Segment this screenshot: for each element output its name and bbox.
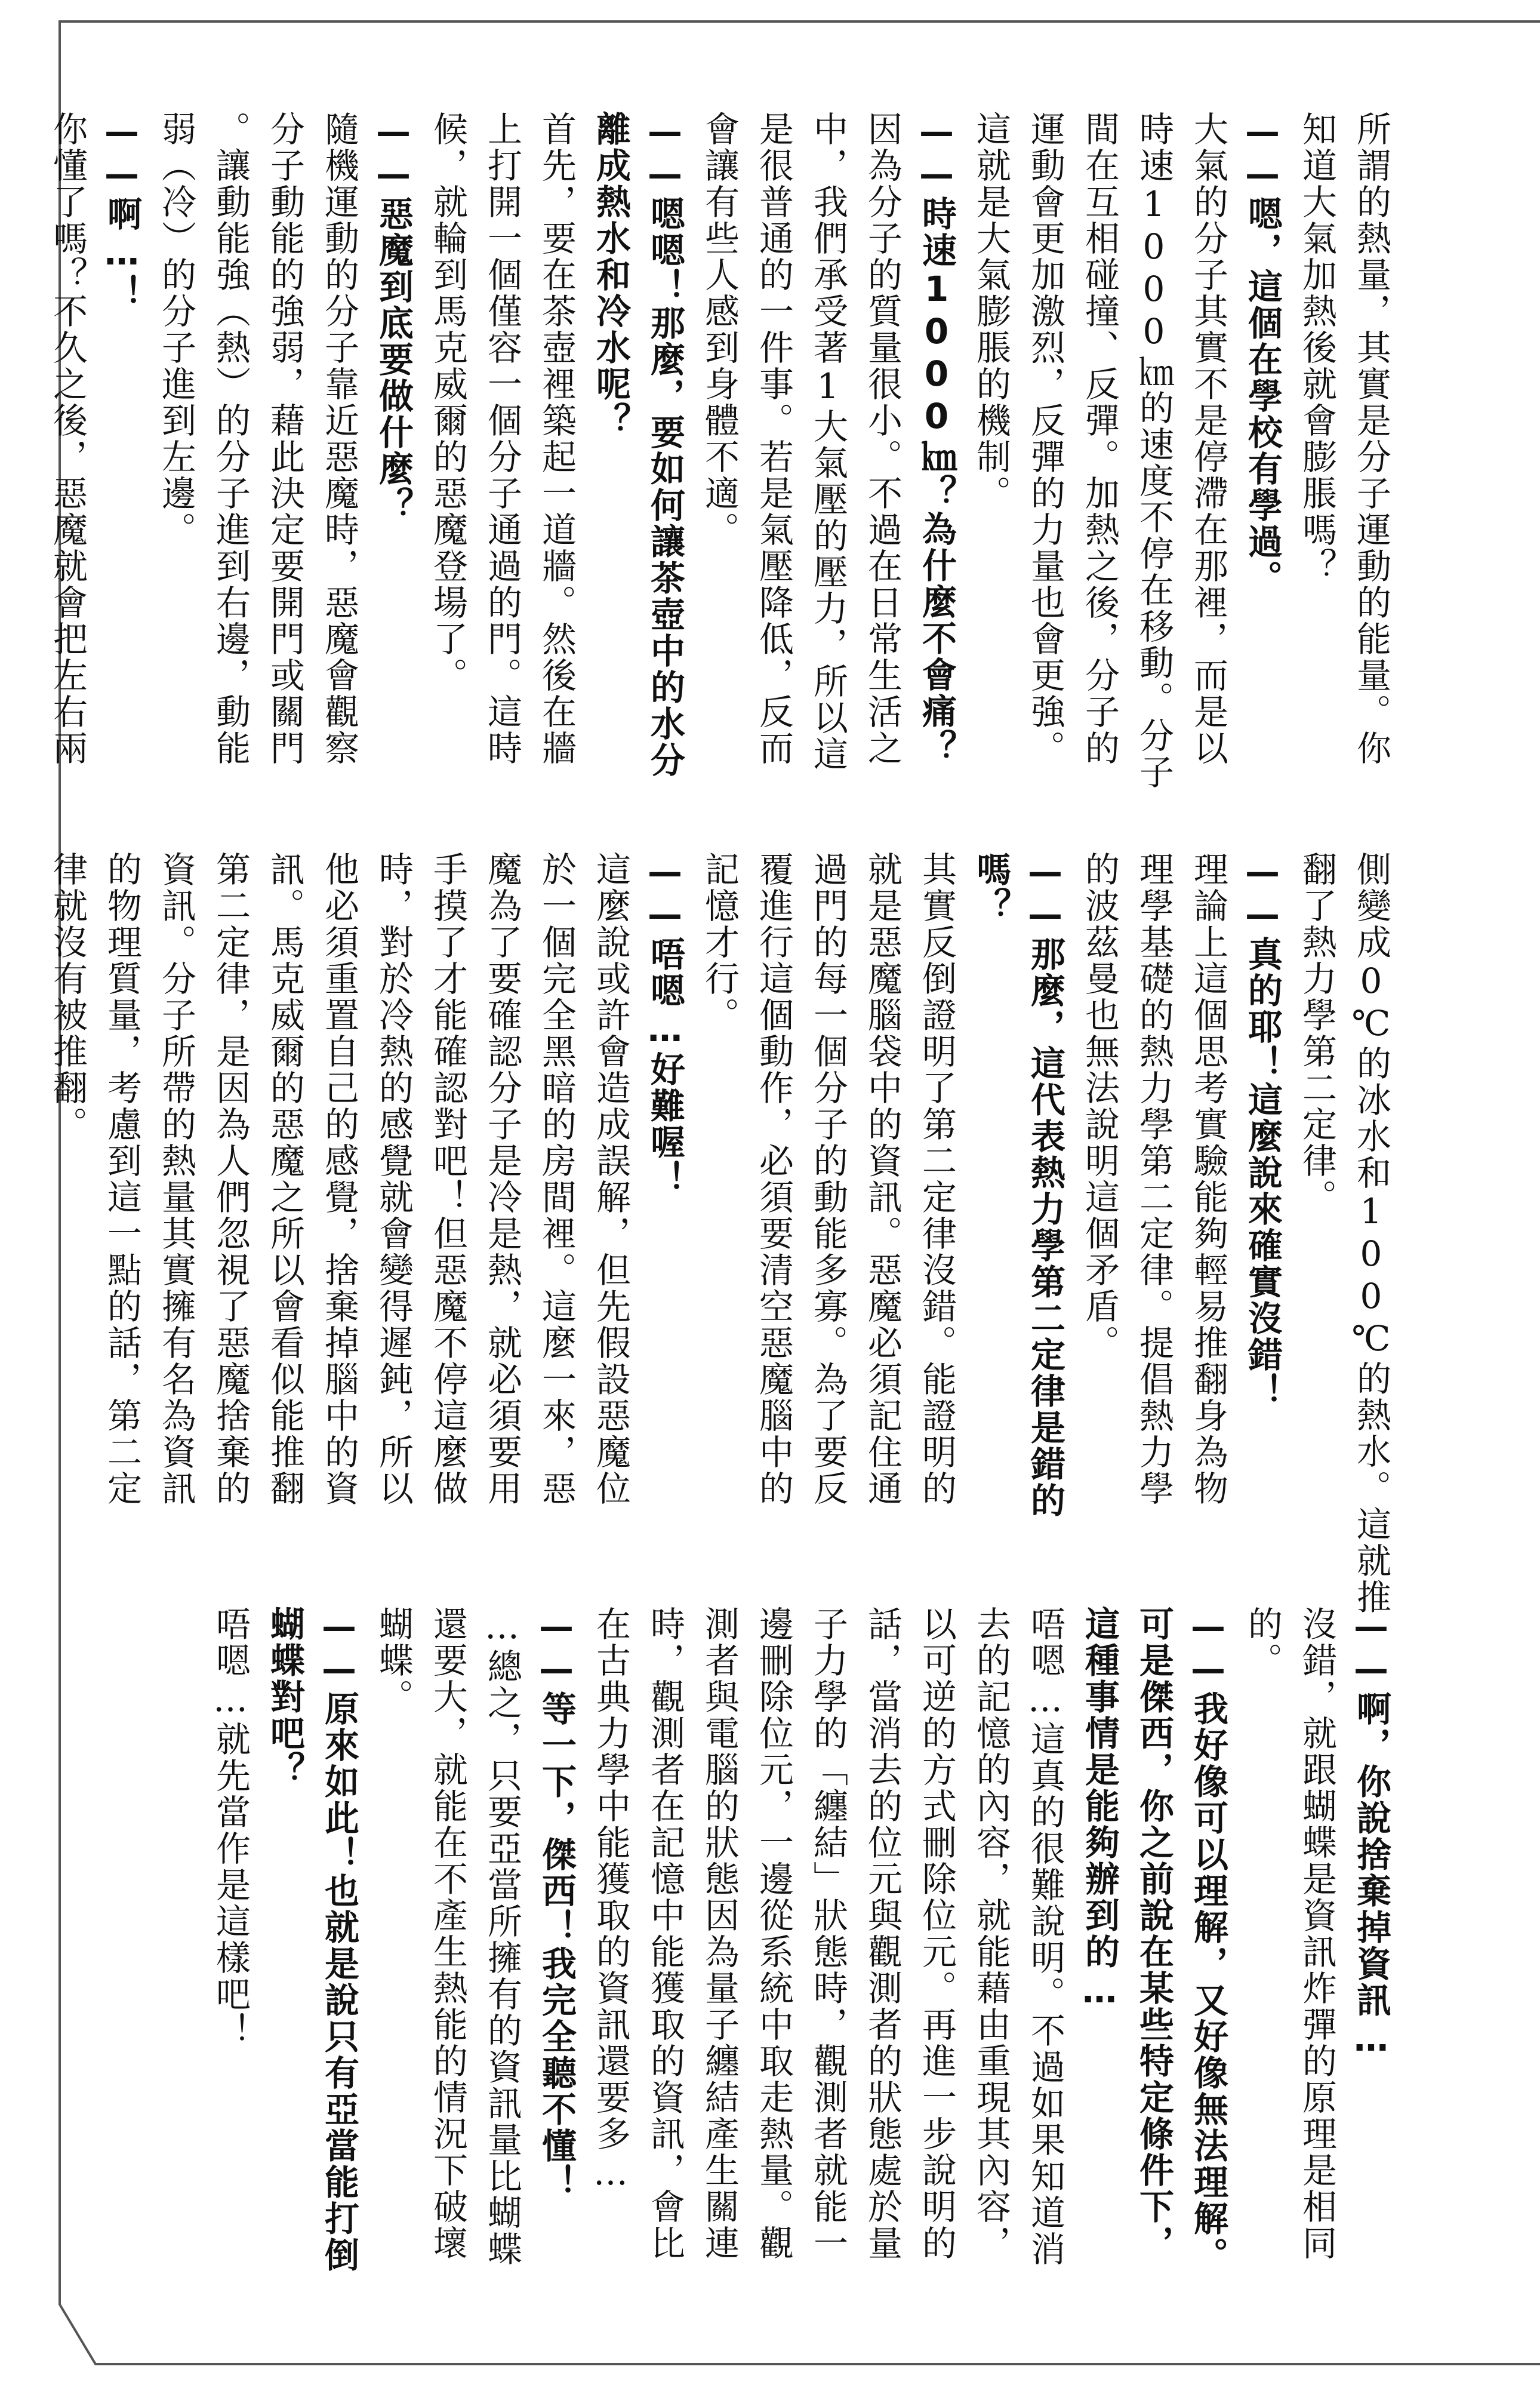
answer-text-line: 弱（冷）的分子進到左邊。 — [156, 111, 196, 548]
answer-text-line: …總之，只要亞當所擁有的資訊量比蝴蝶 — [482, 1606, 522, 2267]
answer-text-line: 的物理質量，考慮到這一點的話，第二定 — [101, 851, 142, 1507]
answer-text-line: 第二定律，是因為人們忽視了惡魔捨棄的 — [210, 851, 251, 1507]
answer-text-line: 覆進行這個動作，必須要清空惡魔腦中的 — [753, 851, 794, 1507]
answer-text-line: 唔嗯…就先當作是這樣吧！ — [210, 1606, 251, 2049]
answer-text-line: 所謂的熱量，其實是分子運動的能量。你 — [1351, 111, 1391, 767]
text-column-block-bottom — [203, 1606, 1398, 2310]
text-column-block-top — [40, 111, 1398, 941]
interviewer-question-line: ——時速1000㎞？為什麼不會痛？ — [916, 111, 957, 766]
answer-text-line: 魔為了要確認分子是冷是熱，就必須要用 — [482, 851, 522, 1507]
answer-text-line: 去的記憶的內容，就能藉由重現其內容， — [971, 1606, 1011, 2261]
answer-text-line: 你懂了嗎？不久之後，惡魔就會把左右兩 — [47, 111, 88, 767]
answer-text-line: 因為分子的質量很小。不過在日常生活之 — [862, 111, 903, 767]
answer-text-line: 這就是大氣膨脹的機制。 — [971, 111, 1011, 512]
interviewer-question-line: 蝴蝶對吧？ — [264, 1606, 305, 1788]
answer-text-line: 過門的每一個分子的動能多寡。為了要反 — [808, 851, 848, 1507]
answer-text-line: 側變成0℃的冰水和100℃的熱水。這就推 — [1351, 851, 1391, 1615]
interviewer-question-line: ——真的耶！這麼說來確實沒錯！ — [1242, 851, 1283, 1410]
answer-text-line: 時速1000㎞的速度不停在移動。分子 — [1134, 111, 1174, 790]
answer-text-line: 在古典力學中能獲取的資訊還要多… — [590, 1606, 631, 2195]
answer-text-line: 候，就輪到馬克威爾的惡魔登場了。 — [427, 111, 468, 694]
answer-text-line: 其實反倒證明了第二定律沒錯。能證明的 — [916, 851, 957, 1507]
answer-text-line: 時，對於冷熱的感覺就會變得遲鈍，所以 — [373, 851, 414, 1507]
interviewer-question-line: 離成熱水和冷水呢？ — [590, 111, 631, 439]
answer-text-line: 上打開一個僅容一個分子通過的門。這時 — [482, 111, 522, 767]
interviewer-question-line: ——那麼，這代表熱力學第二定律是錯的 — [1025, 851, 1065, 1519]
interviewer-question-line: ——惡魔到底要做什麼？ — [373, 111, 414, 524]
answer-text-line: 邊刪除位元，一邊從系統中取走熱量。觀 — [753, 1606, 794, 2261]
answer-text-line: 隨機運動的分子靠近惡魔時，惡魔會觀察 — [319, 111, 359, 767]
answer-text-line: 分子動能的強弱，藉此決定要開門或關門 — [264, 111, 305, 767]
answer-text-line: 還要大，就能在不產生熱能的情況下破壞 — [427, 1606, 468, 2261]
answer-text-line: 訊。馬克威爾的惡魔之所以會看似能推翻 — [264, 851, 305, 1507]
answer-text-line: 大氣的分子其實不是停滯在那裡，而是以 — [1188, 111, 1228, 767]
answer-text-line: 沒錯，就跟蝴蝶是資訊炸彈的原理是相同 — [1296, 1606, 1337, 2261]
answer-text-line: 他必須重置自己的感覺，捨棄掉腦中的資 — [319, 851, 359, 1507]
answer-text-line: 記憶才行。 — [699, 851, 740, 1033]
answer-text-line: 理學基礎的熱力學第二定律。提倡熱力學 — [1134, 851, 1174, 1507]
answer-text-line: 就是惡魔腦袋中的資訊。惡魔必須記住通 — [862, 851, 903, 1507]
answer-text-line: 中，我們承受著1大氣壓的壓力，所以這 — [808, 111, 848, 773]
answer-text-line: 律就沒有被推翻。 — [47, 851, 88, 1143]
answer-text-line: 以可逆的方式刪除位元。再進一步說明的 — [916, 1606, 957, 2261]
answer-text-line: 間在互相碰撞、反彈。加熱之後，分子的 — [1079, 111, 1120, 767]
interviewer-question-line: ——唔嗯…好難喔！ — [645, 851, 685, 1197]
answer-text-line: 於一個完全黑暗的房間裡。這麼一來，惡 — [536, 851, 577, 1507]
answer-text-line: 蝴蝶。 — [373, 1606, 414, 1715]
answer-text-line: 翻了熱力學第二定律。 — [1296, 851, 1337, 1215]
answer-text-line: 運動會更加激烈，反彈的力量也會更強。 — [1025, 111, 1065, 767]
answer-text-line: 知道大氣加熱後就會膨脹嗎？ — [1296, 111, 1337, 584]
interviewer-question-line: ——嗯嗯！那麼，要如何讓茶壺中的水分 — [645, 111, 685, 778]
answer-text-line: 會讓有些人感到身體不適。 — [699, 111, 740, 548]
answer-text-line: 手摸了才能確認對吧！但惡魔不停這麼做 — [427, 851, 468, 1507]
interviewer-question-line: ——我好像可以理解，又好像無法理解。 — [1188, 1606, 1228, 2273]
answer-text-line: 理論上這個思考實驗能夠輕易推翻身為物 — [1188, 851, 1228, 1507]
answer-text-line: 的。 — [1242, 1606, 1283, 1679]
answer-text-line: 這麼說或許會造成誤解，但先假設惡魔位 — [590, 851, 631, 1507]
answer-text-line: 資訊。分子所帶的熱量其實擁有名為資訊 — [156, 851, 196, 1507]
answer-text-line: 是很普通的一件事。若是氣壓降低，反而 — [753, 111, 794, 767]
answer-text-line: 的波茲曼也無法說明這個矛盾。 — [1079, 851, 1120, 1361]
interviewer-question-line: 可是傑西，你之前說在某些特定條件下， — [1134, 1606, 1174, 2261]
answer-text-line: 唔嗯…這真的很難說明。不過如果知道消 — [1025, 1606, 1065, 2267]
answer-text-line: 時，觀測者在記憶中能獲取的資訊，會比 — [645, 1606, 685, 2261]
interviewer-question-line: 嗎？ — [971, 851, 1011, 924]
answer-text-line: 測者與電腦的狀態因為量子纏結產生關連 — [699, 1606, 740, 2261]
interviewer-question-line: 這種事情是能夠辦到的… — [1079, 1606, 1120, 2012]
answer-text-line: 話，當消去的位元與觀測者的狀態處於量 — [862, 1606, 903, 2261]
text-column-block-middle — [40, 851, 1398, 1705]
answer-text-line: 子力學的「纏結」狀態時，觀測者就能一 — [808, 1606, 848, 2261]
interviewer-question-line: ——啊…！ — [101, 111, 142, 311]
interviewer-question-line: ——嗯，這個在學校有學過。 — [1242, 111, 1283, 596]
interviewer-question-line: ——原來如此！也就是說只有亞當能打倒 — [319, 1606, 359, 2273]
interviewer-question-line: ——等一下，傑西！我完全聽不懂！ — [536, 1606, 577, 2201]
answer-text-line: 。讓動能強（熱）的分子進到右邊，動能 — [210, 111, 251, 767]
interviewer-question-line: ——啊，你說捨棄掉資訊… — [1351, 1606, 1391, 2061]
answer-text-line: 首先，要在茶壺裡築起一道牆。然後在牆 — [536, 111, 577, 767]
